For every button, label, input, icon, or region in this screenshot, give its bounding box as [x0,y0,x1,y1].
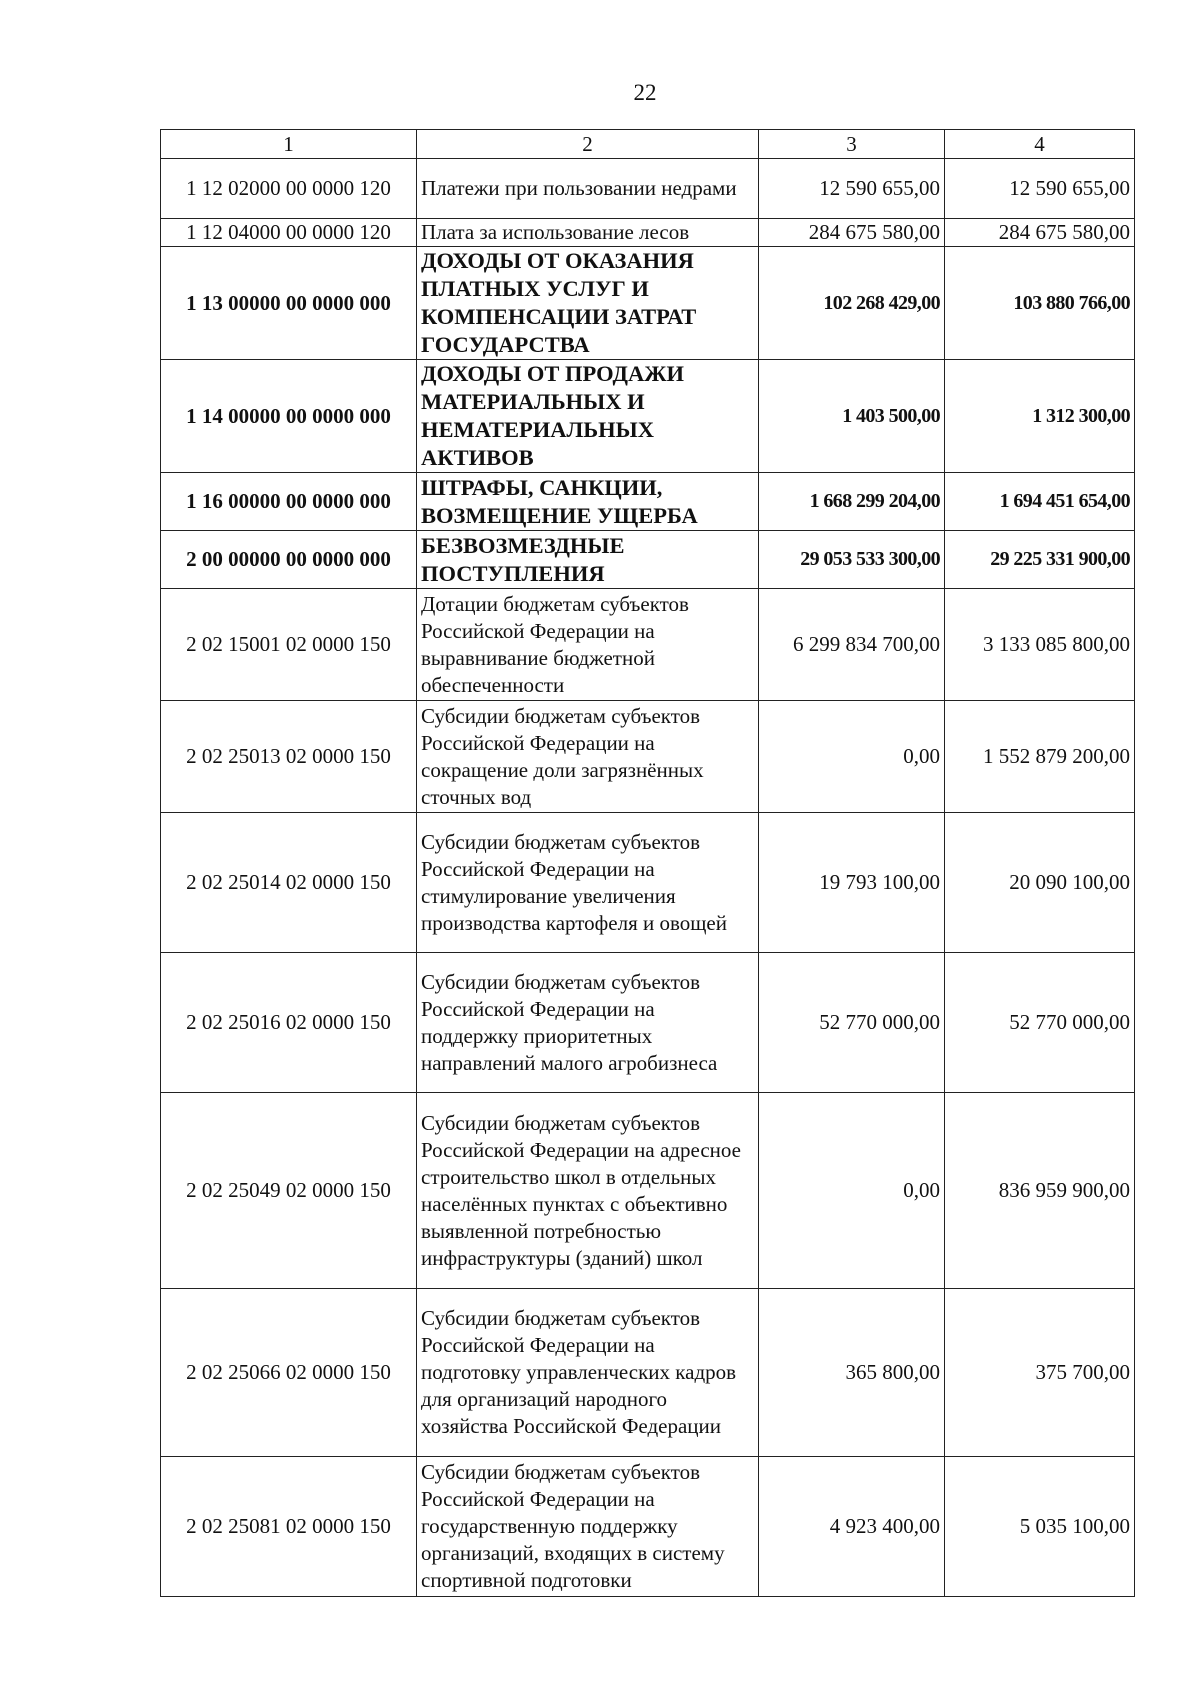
table-row [161,1289,1135,1457]
amount-col3: 19 793 100,00 [759,813,945,953]
amount-col4: 5 035 100,00 [945,1457,1135,1597]
table-header-row [161,130,1135,159]
table-row [161,813,1135,953]
amount-col4: 103 880 766,00 [945,247,1135,360]
amount-col3: 284 675 580,00 [759,219,945,247]
revenue-code: 2 02 25016 02 0000 150 [161,953,417,1093]
amount-col3: 1 668 299 204,00 [759,473,945,531]
table-row [161,1457,1135,1597]
amount-col4: 3 133 085 800,00 [945,589,1135,701]
revenue-name: ДОХОДЫ ОТ ОКАЗАНИЯ ПЛАТНЫХ УСЛУГ И КОМПЕНСАЦИИ ЗАТРАТ ГОСУДАРСТВА [417,247,759,360]
table-row [161,701,1135,813]
revenue-code: 1 14 00000 00 0000 000 [161,360,417,473]
revenue-name: Плата за использование лесов [417,219,759,247]
amount-col3: 4 923 400,00 [759,1457,945,1597]
revenue-code: 1 16 00000 00 0000 000 [161,473,417,531]
revenue-name: Субсидии бюджетам субъектов Российской Федерации на стимулирование увеличения производства картофеля и овощей [417,813,759,953]
column-header-4: 4 [945,130,1135,159]
revenue-name: ДОХОДЫ ОТ ПРОДАЖИ МАТЕРИАЛЬНЫХ И НЕМАТЕРИАЛЬНЫХ АКТИВОВ [417,360,759,473]
revenue-code: 1 13 00000 00 0000 000 [161,247,417,360]
revenue-code: 2 02 25081 02 0000 150 [161,1457,417,1597]
amount-col4: 20 090 100,00 [945,813,1135,953]
revenue-name: Субсидии бюджетам субъектов Российской Федерации на подготовку управленческих кадров для организаций народного хозяйства Российской Федерации [417,1289,759,1457]
amount-col3: 6 299 834 700,00 [759,589,945,701]
amount-col4: 375 700,00 [945,1289,1135,1457]
amount-col4: 836 959 900,00 [945,1093,1135,1289]
revenue-code: 2 00 00000 00 0000 000 [161,531,417,589]
amount-col4: 29 225 331 900,00 [945,531,1135,589]
amount-col3: 102 268 429,00 [759,247,945,360]
revenue-code: 1 12 04000 00 0000 120 [161,219,417,247]
amount-col4: 52 770 000,00 [945,953,1135,1093]
table-row [161,531,1135,589]
column-header-2: 2 [417,130,759,159]
table-row [161,953,1135,1093]
amount-col3: 12 590 655,00 [759,159,945,219]
budget-revenue-table [160,129,1135,1597]
revenue-code: 2 02 25066 02 0000 150 [161,1289,417,1457]
table-row [161,360,1135,473]
table-row [161,589,1135,701]
revenue-name: Платежи при пользовании недрами [417,159,759,219]
amount-col3: 365 800,00 [759,1289,945,1457]
revenue-name: ШТРАФЫ, САНКЦИИ, ВОЗМЕЩЕНИЕ УЩЕРБА [417,473,759,531]
amount-col3: 0,00 [759,1093,945,1289]
revenue-code: 1 12 02000 00 0000 120 [161,159,417,219]
amount-col3: 0,00 [759,701,945,813]
table-row [161,247,1135,360]
revenue-code: 2 02 25049 02 0000 150 [161,1093,417,1289]
revenue-name: Дотации бюджетам субъектов Российской Федерации на выравнивание бюджетной обеспеченности [417,589,759,701]
revenue-name: Субсидии бюджетам субъектов Российской Федерации на сокращение доли загрязнённых сточных вод [417,701,759,813]
amount-col3: 29 053 533 300,00 [759,531,945,589]
table-row [161,473,1135,531]
amount-col4: 284 675 580,00 [945,219,1135,247]
amount-col4: 1 694 451 654,00 [945,473,1135,531]
revenue-name: Субсидии бюджетам субъектов Российской Федерации на поддержку приоритетных направлений малого агробизнеса [417,953,759,1093]
amount-col4: 1 552 879 200,00 [945,701,1135,813]
revenue-name: Субсидии бюджетам субъектов Российской Федерации на государственную поддержку организаций, входящих в систему спортивной подготовки [417,1457,759,1597]
revenue-code: 2 02 25014 02 0000 150 [161,813,417,953]
amount-col4: 12 590 655,00 [945,159,1135,219]
column-header-3: 3 [759,130,945,159]
table-row [161,1093,1135,1289]
revenue-code: 2 02 25013 02 0000 150 [161,701,417,813]
revenue-name: БЕЗВОЗМЕЗДНЫЕ ПОСТУПЛЕНИЯ [417,531,759,589]
amount-col4: 1 312 300,00 [945,360,1135,473]
revenue-code: 2 02 15001 02 0000 150 [161,589,417,701]
amount-col3: 52 770 000,00 [759,953,945,1093]
table-row [161,159,1135,219]
table-row [161,219,1135,247]
page-number: 22 [633,80,657,105]
amount-col3: 1 403 500,00 [759,360,945,473]
column-header-1: 1 [161,130,417,159]
revenue-name: Субсидии бюджетам субъектов Российской Федерации на адресное строительство школ в отдельных населённых пунктах с объективно выявленной потребностью инфраструктуры (зданий) школ [417,1093,759,1289]
